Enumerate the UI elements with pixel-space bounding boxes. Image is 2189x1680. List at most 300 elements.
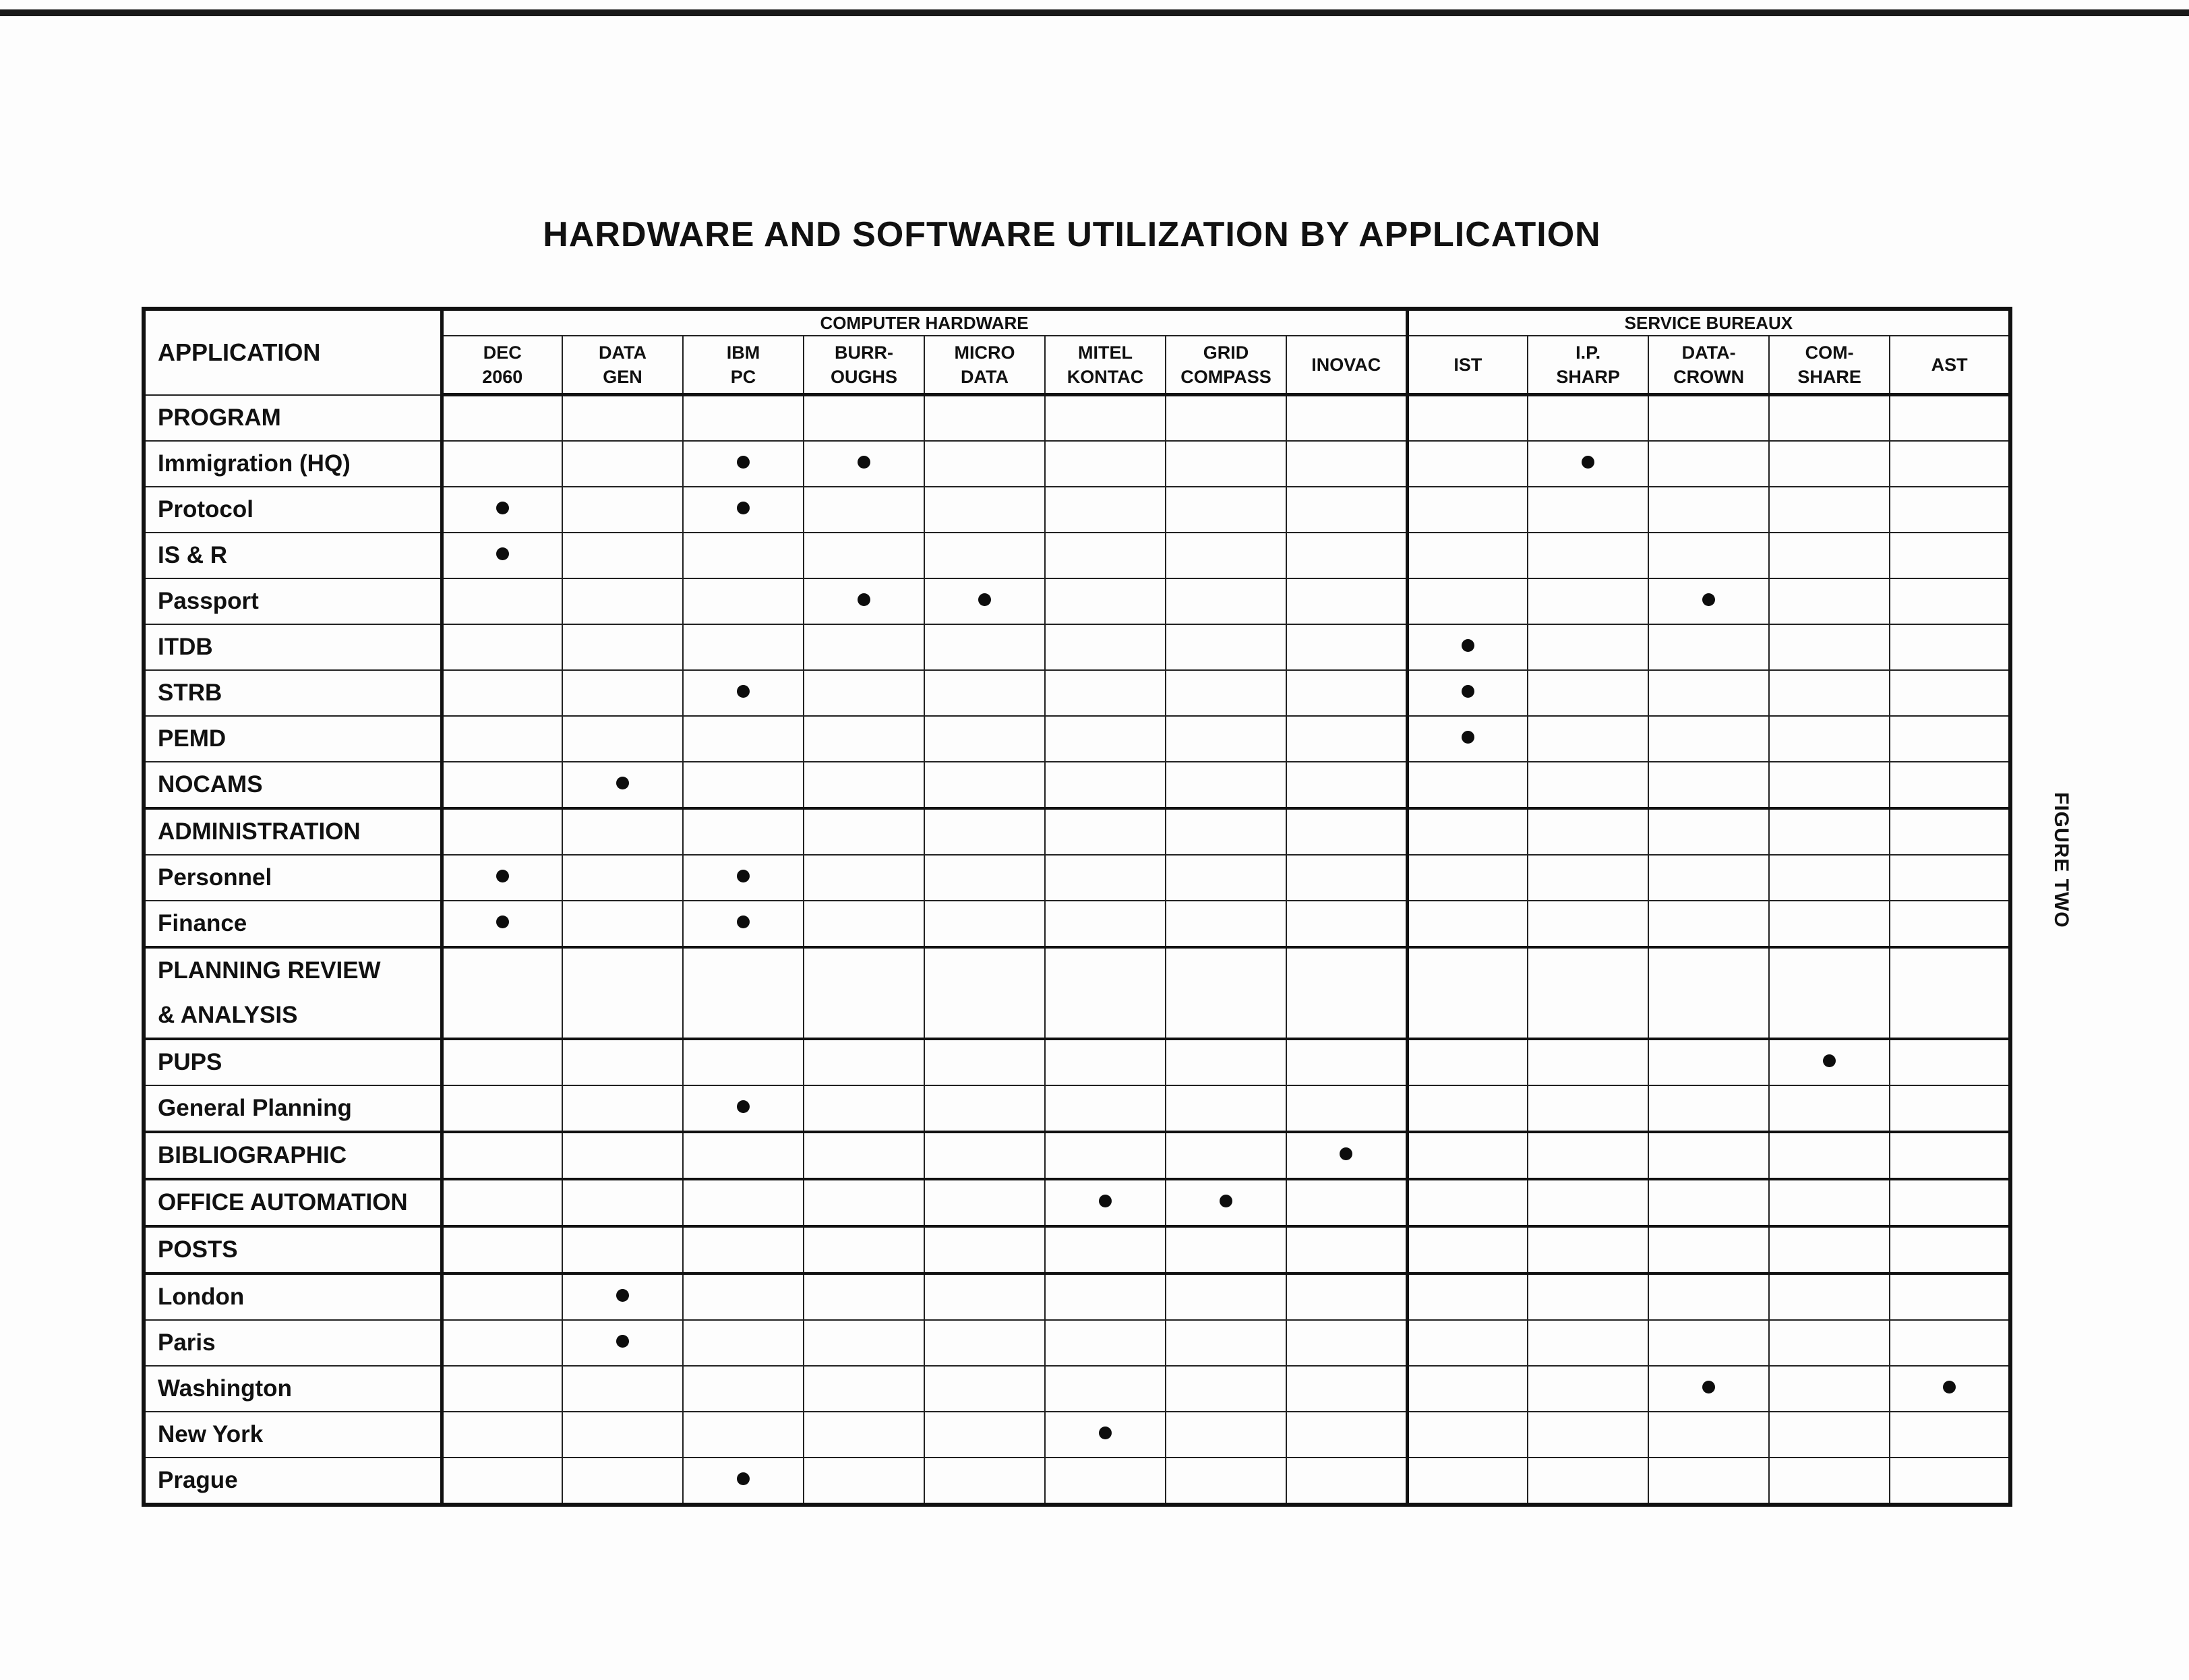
table-cell (683, 716, 804, 762)
usage-dot-icon (737, 870, 750, 882)
column-header-line: COMPASS (1180, 367, 1271, 387)
table-cell (683, 578, 804, 624)
application-label-line: Passport (158, 587, 259, 614)
column-header-line: IBM (726, 342, 760, 363)
column-header (1286, 336, 1407, 395)
table-cell (442, 533, 562, 578)
table-cell (1045, 1132, 1166, 1179)
table-cell (562, 1366, 683, 1412)
table-cell (924, 441, 1045, 487)
table-cell (1528, 1039, 1648, 1085)
application-label-line: STRB (158, 679, 222, 706)
table-cell (1890, 395, 2010, 441)
table-cell (1648, 670, 1769, 716)
table-cell (1528, 1458, 1648, 1505)
table-cell (1648, 1320, 1769, 1366)
usage-dot-icon (1462, 639, 1474, 652)
application-label-line: NOCAMS (158, 771, 263, 798)
table-row (144, 487, 2010, 533)
application-label-line: IS & R (158, 541, 228, 568)
table-cell (924, 1412, 1045, 1458)
table-cell (683, 1085, 804, 1132)
table-cell (1769, 1458, 1890, 1505)
table-cell (1528, 947, 1648, 1039)
table-cell (1528, 762, 1648, 808)
table-cell (1648, 1412, 1769, 1458)
table-cell (804, 1039, 924, 1085)
table-cell (1045, 1412, 1166, 1458)
table-cell (1166, 901, 1286, 947)
table-cell (562, 624, 683, 670)
table-cell (1407, 716, 1528, 762)
table-cell (1407, 624, 1528, 670)
table-cell (562, 1458, 683, 1505)
usage-dot-icon (496, 547, 509, 560)
application-label-line: BIBLIOGRAPHIC (158, 1141, 347, 1168)
column-header-line: 2060 (482, 367, 523, 387)
table-cell (1648, 1039, 1769, 1085)
table-row (144, 716, 2010, 762)
column-header-line: GRID (1203, 342, 1249, 363)
table-cell (1528, 1412, 1648, 1458)
column-header-line: MICRO (954, 342, 1015, 363)
table-cell (1166, 1320, 1286, 1366)
application-label-line: London (158, 1283, 245, 1310)
table-cell (1407, 1132, 1528, 1179)
table-cell (804, 1412, 924, 1458)
table-cell (1166, 855, 1286, 901)
application-label (144, 441, 442, 487)
table-cell (1286, 808, 1407, 855)
table-cell (1407, 1320, 1528, 1366)
table-cell (1286, 487, 1407, 533)
figure-caption: FIGURE TWO (2050, 792, 2072, 928)
table-cell (1890, 533, 2010, 578)
application-label-line: ADMINISTRATION (158, 818, 361, 845)
table-cell (442, 1458, 562, 1505)
application-label (144, 1226, 442, 1273)
usage-dot-icon (1582, 456, 1594, 469)
application-label (144, 1085, 442, 1132)
table-cell (1286, 901, 1407, 947)
table-cell (924, 1039, 1045, 1085)
table-cell (683, 1132, 804, 1179)
column-header (1166, 336, 1286, 395)
table-cell (442, 624, 562, 670)
column-header-line: KONTAC (1067, 367, 1144, 387)
table-cell (1407, 395, 1528, 441)
application-label (144, 487, 442, 533)
table-cell (1045, 947, 1166, 1039)
table-cell (1769, 1320, 1890, 1366)
table-cell (442, 670, 562, 716)
table-cell (1648, 533, 1769, 578)
column-header (1528, 336, 1648, 395)
table-cell (804, 1132, 924, 1179)
application-label (144, 624, 442, 670)
table-cell (1045, 808, 1166, 855)
table-cell (442, 808, 562, 855)
table-cell (1769, 624, 1890, 670)
table-cell (562, 1085, 683, 1132)
table-cell (562, 808, 683, 855)
table-cell (1890, 1458, 2010, 1505)
top-border-rule (0, 9, 2189, 16)
table-cell (1528, 395, 1648, 441)
table-cell (924, 901, 1045, 947)
table-cell (1528, 901, 1648, 947)
table-cell (562, 1039, 683, 1085)
usage-dot-icon (858, 593, 870, 606)
table-cell (683, 808, 804, 855)
table-cell (924, 1458, 1045, 1505)
table-cell (1528, 578, 1648, 624)
table-cell (1166, 1412, 1286, 1458)
table-cell (1890, 855, 2010, 901)
table-cell (1769, 441, 1890, 487)
table-cell (562, 1179, 683, 1226)
table-cell (1045, 670, 1166, 716)
table-cell (1166, 487, 1286, 533)
application-label (144, 716, 442, 762)
table-cell (1528, 716, 1648, 762)
table-cell (442, 441, 562, 487)
usage-dot-icon (1702, 1381, 1715, 1393)
table-cell (1528, 670, 1648, 716)
table-cell (562, 487, 683, 533)
application-column-header: APPLICATION (144, 309, 442, 395)
table-cell (1769, 578, 1890, 624)
column-header-line: MITEL (1078, 342, 1133, 363)
table-cell (562, 670, 683, 716)
table-cell (1528, 487, 1648, 533)
table-cell (1769, 1273, 1890, 1320)
table-cell (1286, 1085, 1407, 1132)
table-cell (1045, 624, 1166, 670)
usage-dot-icon (1220, 1195, 1232, 1207)
table-cell (1890, 901, 2010, 947)
table-cell (442, 1412, 562, 1458)
table-cell (1769, 808, 1890, 855)
column-header (1407, 336, 1528, 395)
application-label-line: Paris (158, 1329, 216, 1356)
table-cell (804, 901, 924, 947)
table-cell (1648, 1273, 1769, 1320)
table-cell (1890, 624, 2010, 670)
table-cell (1648, 441, 1769, 487)
table-cell (1286, 1226, 1407, 1273)
table-cell (1286, 1179, 1407, 1226)
table-cell (1166, 1179, 1286, 1226)
table-cell (1286, 947, 1407, 1039)
table-cell (1166, 1132, 1286, 1179)
table-cell (562, 947, 683, 1039)
table-cell (1769, 533, 1890, 578)
table-row (144, 533, 2010, 578)
table-row (144, 901, 2010, 947)
application-label-line: & ANALYSIS (158, 1001, 298, 1028)
table-cell (1769, 1179, 1890, 1226)
table-cell (1407, 670, 1528, 716)
table-row (144, 624, 2010, 670)
table-cell (1769, 855, 1890, 901)
table-cell (1648, 1458, 1769, 1505)
application-label (144, 1273, 442, 1320)
application-label (144, 1412, 442, 1458)
usage-dot-icon (616, 1289, 629, 1302)
table-cell (1528, 1320, 1648, 1366)
table-cell (1890, 1179, 2010, 1226)
table-cell (683, 395, 804, 441)
table-cell (1528, 624, 1648, 670)
table-cell (442, 947, 562, 1039)
table-cell (562, 1412, 683, 1458)
table-cell (562, 578, 683, 624)
table-cell (1769, 1226, 1890, 1273)
table-cell (804, 762, 924, 808)
table-cell (1045, 1085, 1166, 1132)
table-cell (1528, 1132, 1648, 1179)
table-cell (804, 808, 924, 855)
table-cell (1407, 855, 1528, 901)
table-cell (1045, 1320, 1166, 1366)
application-label-line: General Planning (158, 1094, 352, 1121)
application-label (144, 808, 442, 855)
application-label-line: ITDB (158, 633, 213, 660)
table-cell (1286, 1132, 1407, 1179)
table-row (144, 1179, 2010, 1226)
column-header (442, 336, 562, 395)
table-row (144, 1085, 2010, 1132)
table-cell (924, 1226, 1045, 1273)
application-label (144, 855, 442, 901)
table-cell (804, 1366, 924, 1412)
table-cell (1166, 441, 1286, 487)
table-cell (1890, 947, 2010, 1039)
table-cell (683, 1458, 804, 1505)
table-cell (1890, 1039, 2010, 1085)
table-cell (442, 1132, 562, 1179)
table-cell (442, 1273, 562, 1320)
application-label-line: New York (158, 1420, 264, 1447)
table-cell (1769, 395, 1890, 441)
table-cell (562, 533, 683, 578)
table-cell (683, 901, 804, 947)
table-cell (1769, 1132, 1890, 1179)
table-cell (1890, 1366, 2010, 1412)
column-header (1648, 336, 1769, 395)
table-cell (1890, 1226, 2010, 1273)
table-cell (1407, 901, 1528, 947)
table-cell (1045, 762, 1166, 808)
table-cell (442, 901, 562, 947)
table-cell (1045, 855, 1166, 901)
table-cell (1045, 1366, 1166, 1412)
table-cell (804, 395, 924, 441)
table-cell (804, 855, 924, 901)
table-cell (924, 762, 1045, 808)
table-row (144, 395, 2010, 441)
table-cell (1286, 716, 1407, 762)
table-row (144, 670, 2010, 716)
table-cell (1045, 578, 1166, 624)
table-cell (924, 716, 1045, 762)
column-header-line: DATA (961, 367, 1009, 387)
table-cell (562, 395, 683, 441)
table-cell (683, 1320, 804, 1366)
table-cell (1648, 808, 1769, 855)
usage-dot-icon (1823, 1054, 1836, 1067)
application-label (144, 670, 442, 716)
application-label-line: PROGRAM (158, 404, 281, 431)
column-header-line: COM- (1805, 342, 1854, 363)
table-cell (1890, 1412, 2010, 1458)
table-cell (442, 1085, 562, 1132)
column-header (1890, 336, 2010, 395)
table-cell (1648, 487, 1769, 533)
usage-dot-icon (737, 685, 750, 698)
table-cell (683, 1273, 804, 1320)
table-cell (804, 1458, 924, 1505)
table-cell (1769, 947, 1890, 1039)
application-label-line: PUPS (158, 1048, 222, 1075)
table-cell (1528, 855, 1648, 901)
table-cell (924, 1366, 1045, 1412)
application-label (144, 1179, 442, 1226)
usage-dot-icon (737, 1100, 750, 1113)
table-cell (1407, 1226, 1528, 1273)
table-cell (1407, 1179, 1528, 1226)
column-header-line: I.P. (1576, 342, 1601, 363)
table-cell (562, 716, 683, 762)
table-row (144, 578, 2010, 624)
table-cell (1890, 1273, 2010, 1320)
table-cell (1166, 1458, 1286, 1505)
table-cell (1890, 762, 2010, 808)
table-cell (1528, 1226, 1648, 1273)
table-cell (1045, 1179, 1166, 1226)
column-header-line: DATA- (1681, 342, 1736, 363)
column-header-line: IST (1453, 355, 1482, 375)
table-row (144, 441, 2010, 487)
table-cell (1407, 578, 1528, 624)
table-cell (1407, 1085, 1528, 1132)
table-cell (1407, 947, 1528, 1039)
table-cell (1286, 670, 1407, 716)
usage-dot-icon (737, 1472, 750, 1485)
usage-dot-icon (858, 456, 870, 469)
table-cell (1045, 533, 1166, 578)
table-cell (924, 670, 1045, 716)
application-label-line: Prague (158, 1466, 238, 1493)
table-cell (1648, 578, 1769, 624)
application-label (144, 1320, 442, 1366)
column-header-line: BURR- (835, 342, 893, 363)
table-cell (1166, 670, 1286, 716)
table-row (144, 1366, 2010, 1412)
table-cell (1286, 578, 1407, 624)
table-cell (562, 901, 683, 947)
table-row (144, 1273, 2010, 1320)
table-cell (1166, 533, 1286, 578)
usage-dot-icon (737, 456, 750, 469)
table-cell (924, 1320, 1045, 1366)
table-cell (1769, 670, 1890, 716)
table-cell (1890, 670, 2010, 716)
usage-dot-icon (1702, 593, 1715, 606)
usage-dot-icon (1099, 1195, 1112, 1207)
column-header-line: PC (730, 367, 756, 387)
document-title: HARDWARE AND SOFTWARE UTILIZATION BY APPLICATION (543, 215, 1601, 254)
table-cell (1286, 855, 1407, 901)
table-cell (683, 487, 804, 533)
table-cell (442, 578, 562, 624)
table-cell (1528, 441, 1648, 487)
table-cell (562, 762, 683, 808)
table-cell (1166, 624, 1286, 670)
application-label (144, 947, 442, 1039)
table-cell (924, 533, 1045, 578)
table-cell (683, 533, 804, 578)
table-cell (1648, 1179, 1769, 1226)
table-cell (1769, 901, 1890, 947)
table-cell (1286, 1273, 1407, 1320)
table-cell (1890, 578, 2010, 624)
table-cell (442, 395, 562, 441)
table-cell (924, 947, 1045, 1039)
table-cell (683, 1039, 804, 1085)
table-cell (1890, 1132, 2010, 1179)
table-cell (1890, 808, 2010, 855)
table-cell (1166, 1039, 1286, 1085)
table-cell (1166, 578, 1286, 624)
usage-dot-icon (1340, 1147, 1352, 1160)
application-label (144, 1366, 442, 1412)
table-cell (1166, 395, 1286, 441)
table-cell (1286, 441, 1407, 487)
column-header-line: SHARP (1556, 367, 1620, 387)
table-cell (442, 1366, 562, 1412)
application-label (144, 533, 442, 578)
usage-dot-icon (496, 916, 509, 928)
table-cell (1528, 808, 1648, 855)
table-cell (804, 670, 924, 716)
table-cell (1648, 624, 1769, 670)
table-cell (1648, 1132, 1769, 1179)
table-cell (1769, 716, 1890, 762)
table-cell (1286, 762, 1407, 808)
application-label-line: Personnel (158, 864, 272, 891)
table-cell (924, 855, 1045, 901)
table-cell (1166, 1085, 1286, 1132)
table-cell (1890, 1085, 2010, 1132)
table-cell (1407, 1458, 1528, 1505)
table-cell (1648, 395, 1769, 441)
table-cell (1648, 947, 1769, 1039)
table-cell (683, 1412, 804, 1458)
table-cell (562, 1320, 683, 1366)
table-cell (1407, 487, 1528, 533)
table-cell (1407, 1366, 1528, 1412)
table-row (144, 1132, 2010, 1179)
table-cell (924, 1085, 1045, 1132)
table-cell (804, 1085, 924, 1132)
column-header (924, 336, 1045, 395)
table-row (144, 1412, 2010, 1458)
table-cell (442, 487, 562, 533)
table-row (144, 808, 2010, 855)
usage-dot-icon (616, 777, 629, 789)
